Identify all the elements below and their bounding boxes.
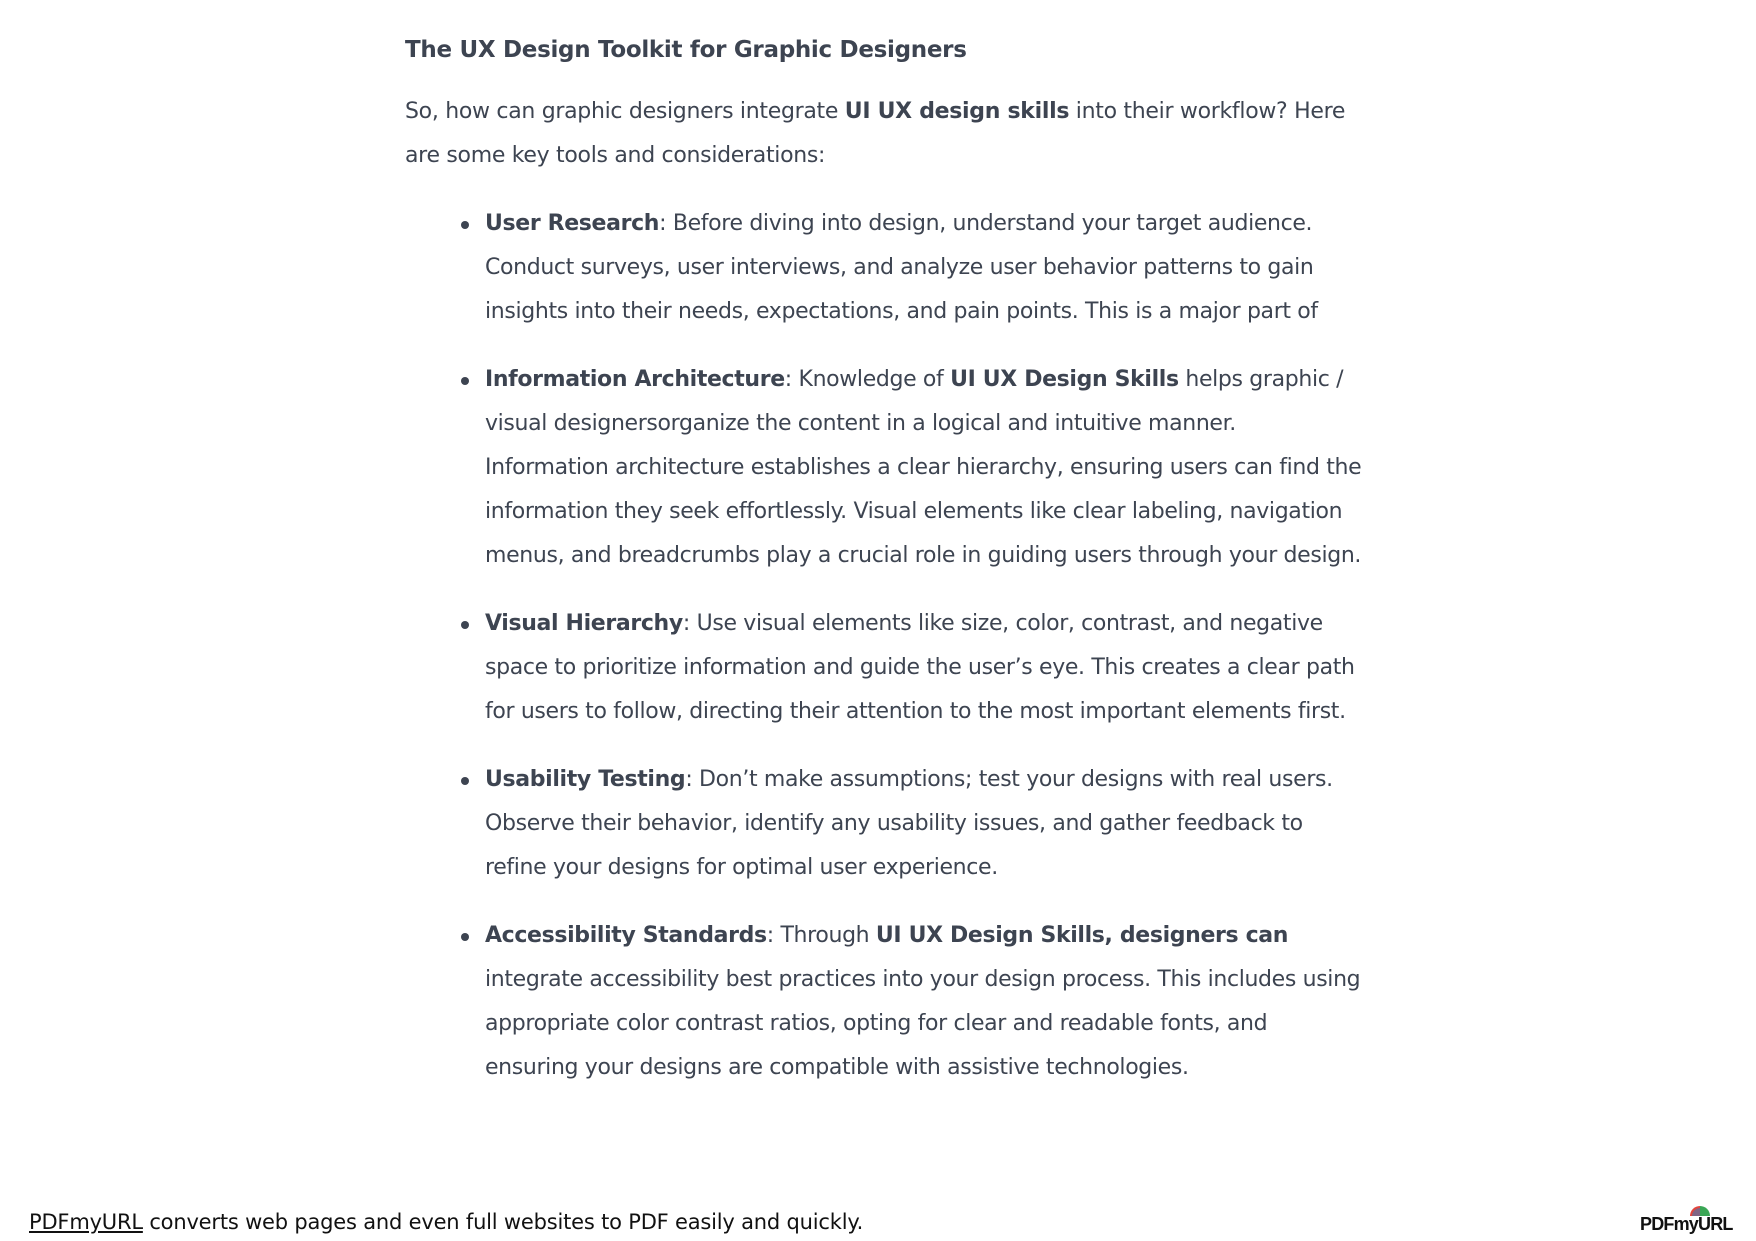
item-title: Visual Hierarchy [485,611,683,636]
list-item-accessibility-standards [485,914,1365,1090]
item-title: Usability Testing [485,767,686,792]
footer-text: converts web pages and even full websites to PDF easily and quickly. [142,1210,864,1234]
item-text: helps graphic / visual designersorganize the content in a logical and intuitive manner. Information architecture establishes a clear hierarchy, ensuring users can find the information they seek effortlessly. Visual elements like clear labeling, navigation menus, and breadcrumbs play a crucial role in guiding users through your design. [485,367,1362,568]
list-item-usability-testing [485,758,1365,890]
intro-paragraph [405,90,1365,178]
list-item-visual-hierarchy [485,602,1365,734]
item-separator: : [685,767,700,792]
item-title: Information Architecture [485,367,785,392]
item-text: Don’t make assumptions; test your designs with real users. Observe their behavior, identify any usability issues, and gather feedback to refine your designs for optimal user experience. [485,767,1333,880]
article [405,30,1365,1114]
item-separator: : [659,211,673,236]
item-text: integrate accessibility best practices into your design process. This includes using appropriate color contrast ratios, opting for clear and readable fonts, and ensuring your designs are compatible with assistive technologies. [485,967,1361,1080]
item-separator: : [682,611,697,636]
toolkit-list [405,202,1365,1090]
bullet-icon [461,777,469,785]
item-bold-phrase: UI UX Design Skills [950,367,1179,392]
page-title: The UX Design Toolkit for Graphic Designers [405,37,967,63]
item-text: Before diving into design, understand your target audience. Conduct surveys, user interviews, and analyze user behavior patterns to gain insights into their needs, expectations, and pain points. This is a major part of [485,211,1318,324]
pdfmyurl-link[interactable]: PDFmyURL [29,1210,143,1234]
item-text: Use visual elements like size, color, contrast, and negative space to prioritize information and guide the user’s eye. This creates a clear path for users to follow, directing their attention to the most important elements first. [485,611,1355,724]
item-title: Accessibility Standards [485,923,767,948]
footer [29,1210,863,1234]
bullet-icon [461,221,469,229]
bullet-icon [461,621,469,629]
item-title: User Research [485,211,660,236]
logo-text: PDFmyURL [1640,1214,1733,1234]
item-bold-phrase: UI UX Design Skills, designers can [875,923,1289,948]
item-separator: : Knowledge of [784,367,951,392]
intro-text-after: into their workflow? Here are some key tools and considerations: [405,99,1346,168]
list-item-information-architecture [485,358,1365,578]
list-item-user-research [485,202,1365,334]
intro-bold: UI UX design skills [844,99,1070,124]
intro-text-before: So, how can graphic designers integrate [405,99,845,124]
bullet-icon [461,933,469,941]
pdfmyurl-logo[interactable] [1640,1200,1733,1236]
item-separator: : Through [766,923,876,948]
bullet-icon [461,377,469,385]
